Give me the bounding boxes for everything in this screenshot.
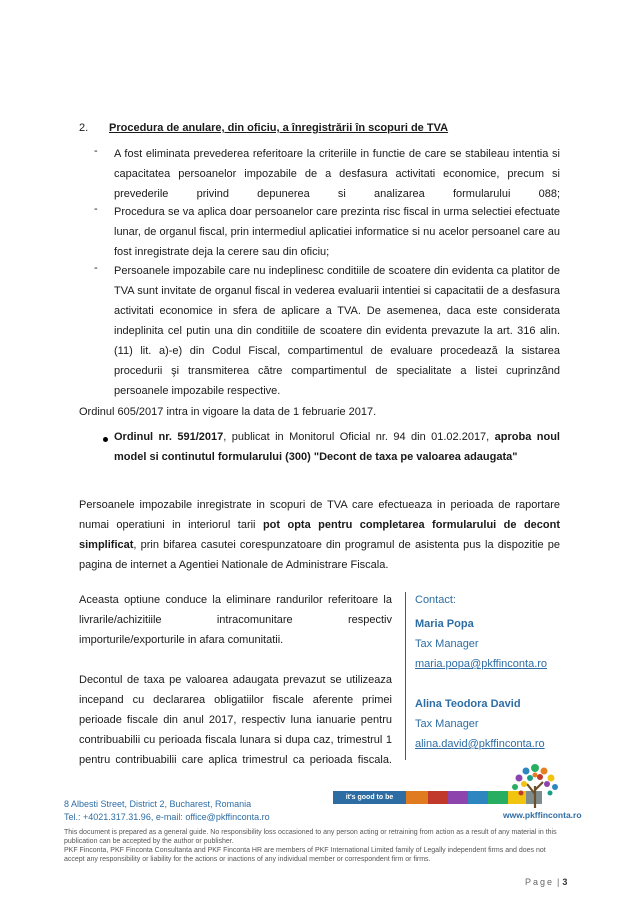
bullet-bold-title: Ordinul nr. 591/2017 <box>114 431 224 443</box>
color-bar-segment <box>448 791 468 804</box>
contact-box <box>415 590 565 754</box>
left-paragraph: Decontul de taxa pe valoarea adaugata prevazut se utilizeaza incepand cu declararea obligatiilor fiscale aferente primei perioade fiscale din anul 2017, respectiv luna ianuarie pentru contribuabilii cu perioada fiscala lunara si dupa caz, trimestrul 1 pentru contribuabilii care aplica trimestrul ca perioada fiscala. <box>79 674 392 766</box>
slogan-text: it's good to be trusted! <box>333 791 406 804</box>
persoanele-paragraph <box>79 495 560 575</box>
contact-email-link[interactable]: maria.popa@pkffinconta.ro <box>415 658 548 670</box>
contact-name: Alina Teodora David <box>415 698 521 710</box>
list-dash: - <box>94 203 98 215</box>
contact-name: Maria Popa <box>415 618 474 630</box>
contact-heading: Contact: <box>415 594 456 606</box>
color-bar-segment <box>468 791 488 804</box>
disclaimer-text: PKF Finconta, PKF Finconta Consultanta and PKF Finconta HR are members of PKF International Limited family of Legally independent firms and does not accept any responsibility or liability for the actions or inactions of any individual member or correspondent firm or firms. <box>64 847 546 863</box>
bullet-text: , publicat in Monitorul Oficial nr. 94 din 01.02.2017, <box>223 431 495 443</box>
website-link[interactable]: www.pkffinconta.ro <box>503 810 582 820</box>
left-column <box>79 590 392 770</box>
contact-role: Tax Manager <box>415 638 479 650</box>
paragraph-bold: pot opta pentru completarea formularului de decont simplificat <box>79 519 561 551</box>
color-bar-segment <box>406 791 428 804</box>
color-bar-segment <box>428 791 448 804</box>
page-number: 3 <box>562 877 568 887</box>
disclaimer-text: This document is prepared as a general guide. No responsibility loss occasioned to any person acting or retraining from action as a result of any material in this publication can be accepted by the author or publisher. <box>64 829 557 845</box>
paragraph-text: Persoanele impozabile inregistrate in scopuri de TVA care efectueaza in perioada de raportare numai operatiuni in interiorul tarii <box>79 499 560 531</box>
ordinul-591-bullet <box>114 427 560 467</box>
phone-email-line: Tel.: +4021.317.31.96, e-mail: office@pkffinconta.ro <box>64 812 270 822</box>
page-footer <box>525 877 567 887</box>
section-heading <box>79 122 559 134</box>
paragraph-text: , prin bifarea casutei corespunzatoare din programul de asistenta pus la dispozitie pe pagina de internet a Agentiei Nationale de Administrare Fiscala. <box>79 539 560 571</box>
address-line: 8 Albesti Street, District 2, Bucharest, Romania <box>64 799 252 809</box>
list-dash: - <box>94 262 98 274</box>
footer-address <box>64 798 270 824</box>
pkf-tree-logo-icon <box>505 760 565 810</box>
section-number: 2. <box>79 122 89 134</box>
bullet-icon <box>103 437 108 442</box>
tree-trunk <box>527 782 543 808</box>
list-item: Persoanele impozabile care nu indeplinesc conditiile de scoatere din evidenta ca platitor de TVA sunt invitate de organul fiscal in vederea evaluarii intentiei si capacitatii de a desfasura activitati economice in sfera de aplicare a TVA. De asemenea, daca este considerata indeplinita cel putin una din conditiile de scoatere din evidenta prevazute la art. 316 alin. (11) lit. a)-e) din Codul Fiscal, compartimentul de evaluare procedează la sistarea procedurii şi transmiterea către compartimentul de specialitate a listei cuprinzând persoanele impozabile respective. <box>114 265 560 397</box>
contact-email-link[interactable]: alina.david@pkffinconta.ro <box>415 738 545 750</box>
contact-role: Tax Manager <box>415 718 479 730</box>
page-label: Page <box>525 877 555 887</box>
bullet-bold-text: aproba noul model si continutul formularului (300) "Decont de taxa pe valoarea adaugata" <box>114 431 560 463</box>
column-divider <box>405 592 406 760</box>
list-item: A fost eliminata prevederea referitoare la criteriile in functie de care se stabileau intentia si capacitatea persoanelor impozabile de a desfasura activitati economice, precum si prevederile privind depunerea si analizarea formularului 088; <box>114 148 560 200</box>
page-separator: | <box>557 877 560 887</box>
disclaimer <box>64 828 564 864</box>
list-item: Procedura se va aplica doar persoanelor care prezinta risc fiscal in urma selectiei efectuate lunar, de organul fiscal, prin intermediul aplicatiei informatice si nu acelor persoanel care au fost inregistrate deja la cerere sau din oficiu; <box>114 206 560 258</box>
left-paragraph: Aceasta optiune conduce la eliminare randurilor referitoare la livrarile/achizitiile intracomunitare respectiv importurile/exporturile in afara comunitatii. <box>79 594 392 646</box>
ordinul-605-note: Ordinul 605/2017 intra in vigoare la data de 1 februarie 2017. <box>79 406 377 418</box>
section-title: Procedura de anulare, din oficiu, a înregistrării în scopuri de TVA <box>109 122 449 134</box>
list-dash: - <box>94 145 98 157</box>
